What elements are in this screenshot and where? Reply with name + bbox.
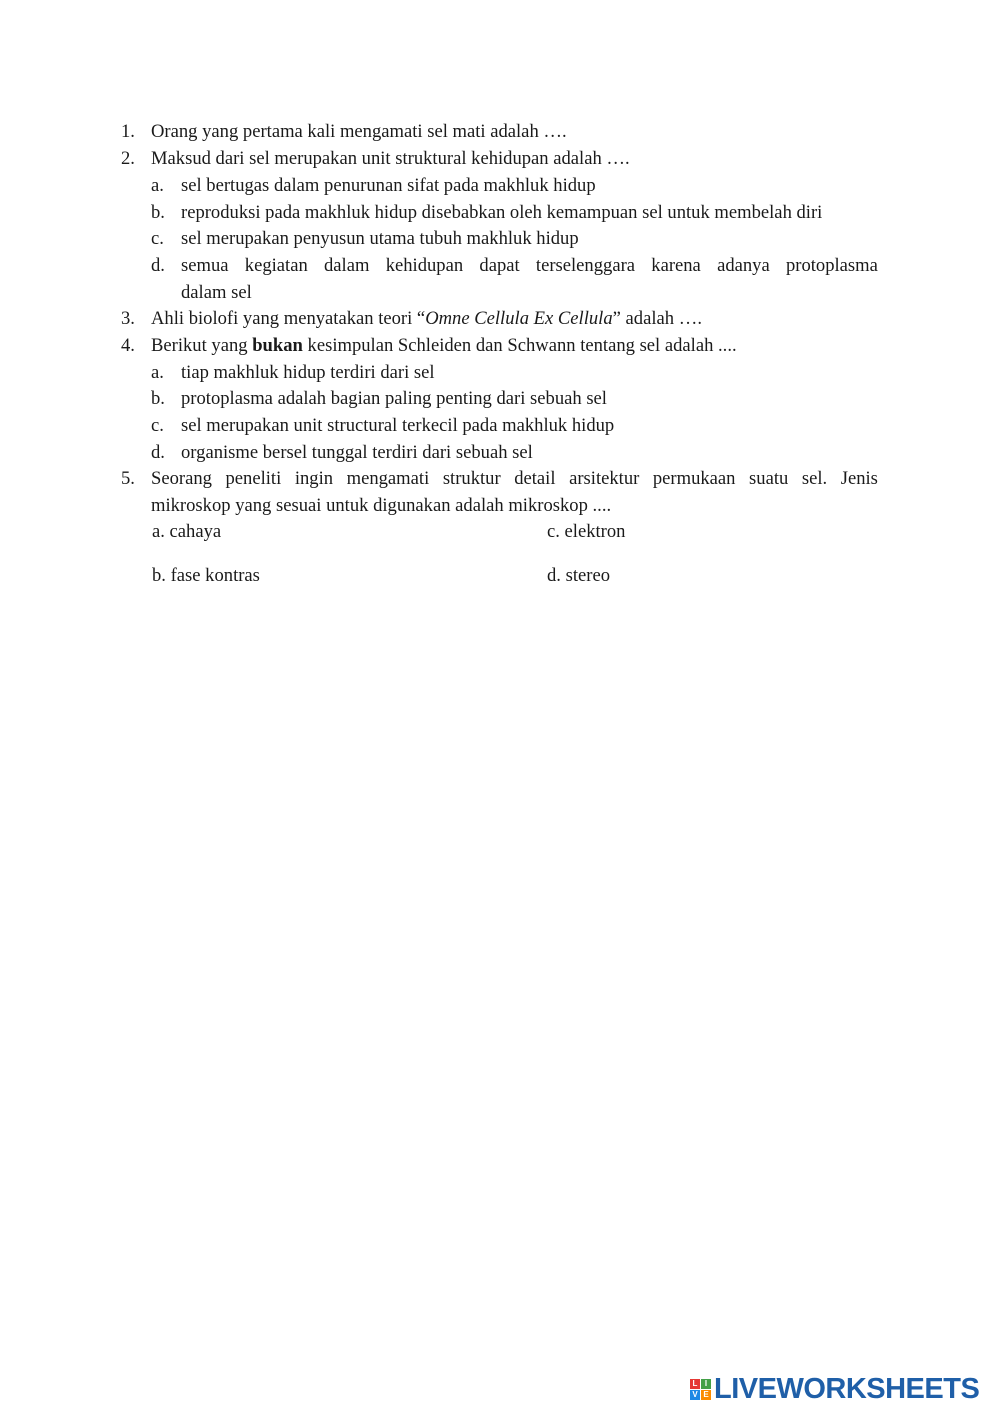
logo-tile: I (701, 1379, 711, 1389)
question-number: 5. (121, 468, 135, 489)
option-letter: b. (151, 202, 165, 223)
logo-tile: L (690, 1379, 700, 1389)
option-letter: d. (151, 442, 165, 463)
word: detail (514, 468, 556, 489)
word: protoplasma (785, 255, 878, 276)
italic-term: Omne Cellula Ex Cellula (425, 308, 613, 329)
question-number: 1. (121, 121, 135, 142)
option-b: b. fase kontras (152, 565, 260, 586)
word: karena (651, 255, 701, 276)
question-number: 2. (121, 148, 135, 169)
word: peneliti (225, 468, 282, 489)
logo-tile: E (701, 1390, 711, 1400)
question-text-justified (151, 466, 878, 493)
word: ingin (294, 468, 334, 489)
text-segment: Berikut yang (151, 335, 253, 356)
word: suatu (749, 468, 789, 489)
option-text: reproduksi pada makhluk hidup disebabkan oleh kemampuan sel untuk membelah diri (181, 202, 823, 223)
option-text: sel merupakan unit structural terkecil pada makhluk hidup (181, 415, 615, 436)
option-letter: c. (151, 228, 164, 249)
word: kehidupan (385, 255, 464, 276)
word: Jenis (840, 468, 878, 489)
option-a: a. cahaya (152, 521, 222, 542)
word: dapat (479, 255, 520, 276)
text-segment: Ahli biolofi yang menyatakan teori “ (151, 308, 426, 329)
question-text (151, 333, 737, 360)
word: adanya (717, 255, 770, 276)
question-number: 3. (121, 308, 135, 329)
option-text: tiap makhluk hidup terdiri dari sel (181, 362, 435, 383)
option-letter: a. (151, 362, 164, 383)
word: struktur (442, 468, 501, 489)
word: dalam (324, 255, 370, 276)
bold-term: bukan (252, 335, 303, 356)
question-text: Orang yang pertama kali mengamati sel mati adalah …. (151, 121, 567, 142)
logo-text: LIVEWORKSHEETS (714, 1372, 980, 1405)
option-d: d. stereo (547, 565, 610, 586)
option-text: organisme bersel tunggal terdiri dari sebuah sel (181, 442, 533, 463)
text-segment: kesimpulan Schleiden dan Schwann tentang sel adalah .... (302, 335, 737, 356)
word: arsitektur (569, 468, 640, 489)
word: permukaan (652, 468, 736, 489)
word: terselenggara (535, 255, 636, 276)
option-text: protoplasma adalah bagian paling penting dari sebuah sel (181, 388, 607, 409)
option-letter: a. (151, 175, 164, 196)
option-text-justified (181, 253, 878, 280)
question-text: Maksud dari sel merupakan unit struktural kehidupan adalah …. (151, 148, 630, 169)
option-letter: c. (151, 415, 164, 436)
question-text (151, 306, 702, 333)
option-text: sel merupakan penyusun utama tubuh makhluk hidup (181, 228, 579, 249)
word: semua (181, 255, 229, 276)
word: kegiatan (244, 255, 308, 276)
word: mengamati (346, 468, 430, 489)
liveworksheets-logo-icon (690, 1379, 711, 1400)
option-text: dalam sel (181, 282, 252, 303)
option-letter: d. (151, 255, 165, 276)
question-text: mikroskop yang sesuai untuk digunakan adalah mikroskop .... (151, 495, 612, 516)
option-text: sel bertugas dalam penurunan sifat pada makhluk hidup (181, 175, 596, 196)
question-number: 4. (121, 335, 135, 356)
word: Seorang (151, 468, 212, 489)
logo-tile: V (690, 1390, 700, 1400)
text-segment: ” adalah …. (612, 308, 702, 329)
liveworksheets-logo (690, 1373, 979, 1405)
option-c: c. elektron (547, 521, 626, 542)
option-letter: b. (151, 388, 165, 409)
word: sel. (801, 468, 828, 489)
